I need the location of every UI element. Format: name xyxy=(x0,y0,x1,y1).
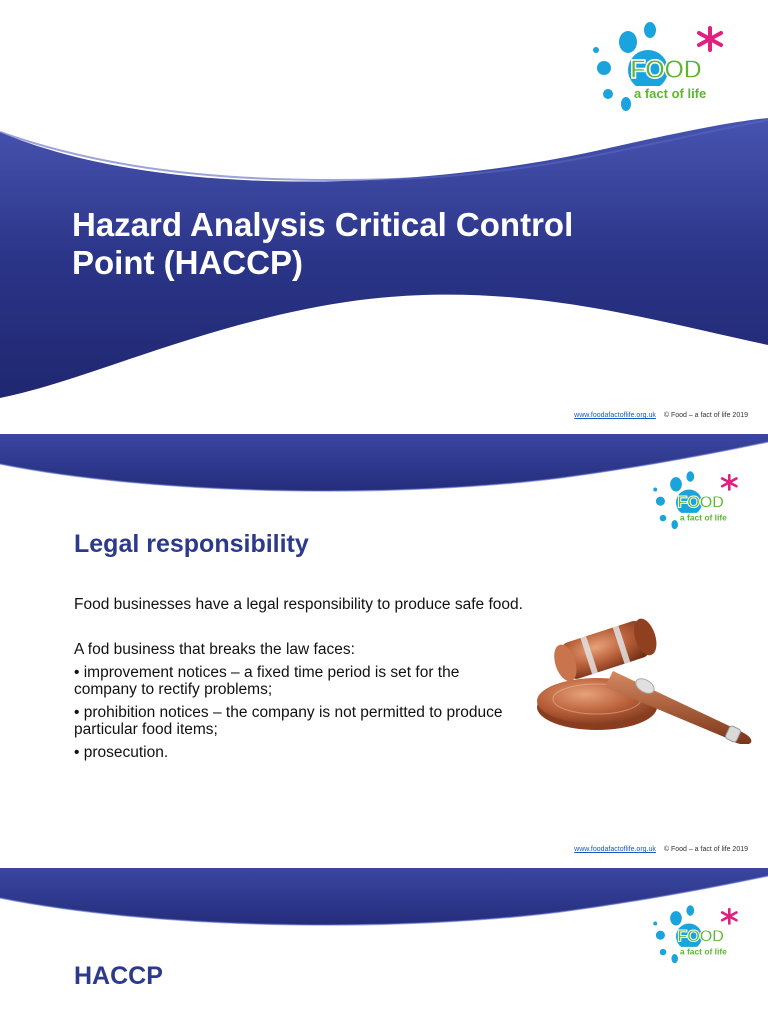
slide-body xyxy=(74,596,524,761)
slide-heading: Legal responsibility xyxy=(74,530,309,558)
bullet-item: • prohibition notices – the company is not permitted to produce particular food items; xyxy=(74,704,503,738)
gavel-image xyxy=(535,609,760,744)
copyright-text: © Food – a fact of life 2019 xyxy=(663,412,748,419)
website-link[interactable]: www.foodafactoflife.org.uk xyxy=(574,846,656,853)
copyright-text: © Food – a fact of life 2019 xyxy=(663,846,748,853)
slide-heading: HACCP xyxy=(74,962,163,990)
logo-tagline: a fact of life xyxy=(634,86,707,101)
logo-tagline: a fact of life xyxy=(679,512,727,523)
slide-3 xyxy=(0,868,768,1024)
slide-1 xyxy=(0,0,768,428)
title-line-1: Hazard Analysis Critical Control xyxy=(72,206,574,243)
website-link[interactable]: www.foodafactoflife.org.uk xyxy=(574,412,656,419)
slide-title xyxy=(72,206,632,282)
slide-footer xyxy=(574,846,748,853)
bullet-item: • prosecution. xyxy=(74,744,169,761)
logo-word: FOOD xyxy=(630,54,702,84)
food-logo xyxy=(650,470,741,532)
logo-tagline: a fact of life xyxy=(679,946,727,957)
logo-word: FOOD xyxy=(677,926,724,946)
slide-footer xyxy=(574,412,748,419)
slide-2 xyxy=(0,434,768,862)
bullet-item: • improvement notices – a fixed time period is set for the company to rectify problems; xyxy=(74,664,460,698)
paragraph-2: A fod business that breaks the law faces: xyxy=(74,641,355,658)
title-line-2: Point (HACCP) xyxy=(72,244,303,281)
food-logo xyxy=(650,904,741,966)
food-logo xyxy=(588,20,728,116)
paragraph-1: Food businesses have a legal responsibility to produce safe food. xyxy=(74,596,523,613)
logo-word: FOOD xyxy=(677,492,724,512)
